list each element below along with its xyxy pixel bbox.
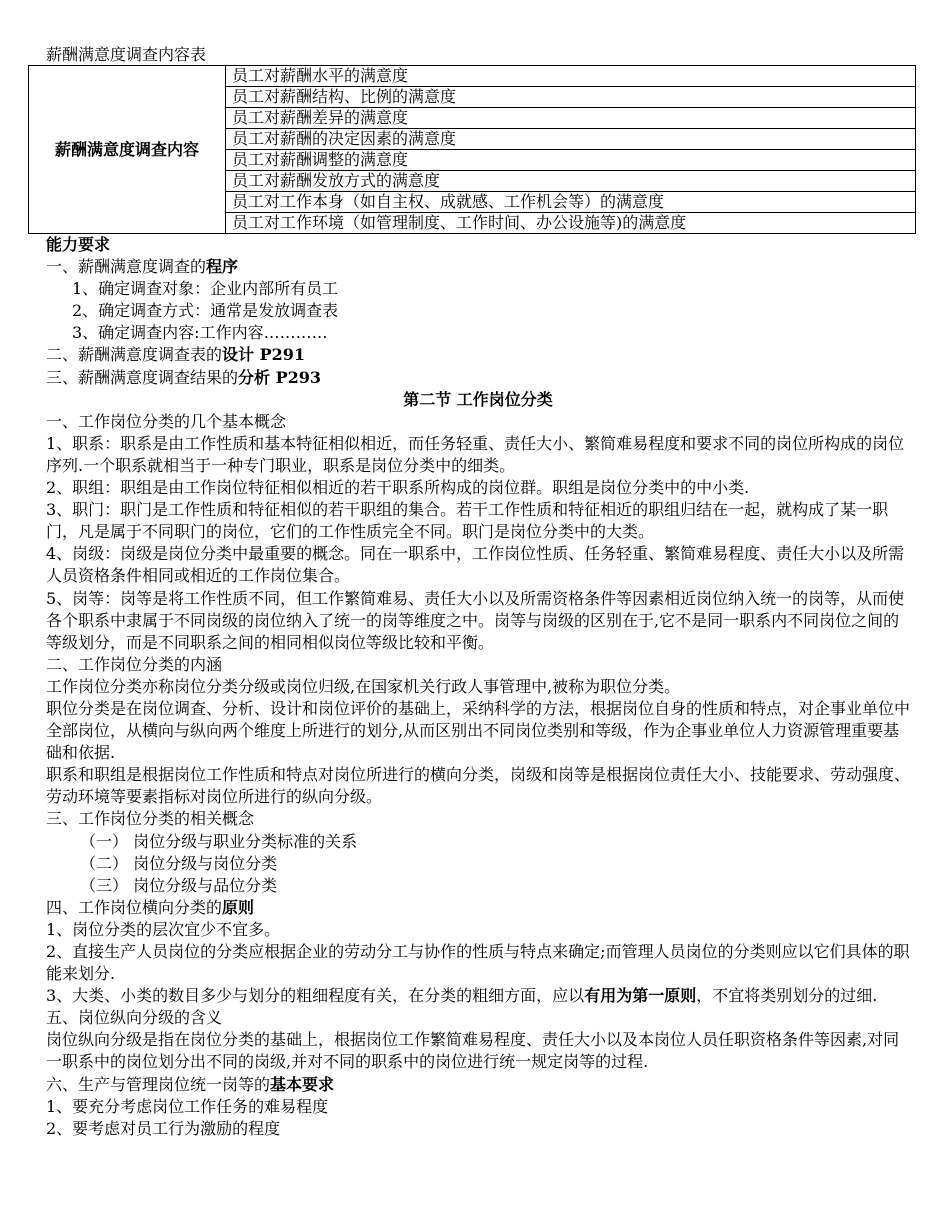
paragraph: 1、岗位分类的层次宜少不宜多。 xyxy=(46,919,281,939)
paragraph-heading: 三、工作岗位分类的相关概念 xyxy=(46,809,255,829)
heading-bold: 原则 xyxy=(222,897,255,917)
section-heading-analysis xyxy=(46,367,910,389)
paragraph-heading xyxy=(46,1074,910,1096)
paragraph: 岗位纵向分级是指在岗位分类的基础上，根据岗位工作繁简难易程度、责任大小以及本岗位人员任职资格条件等因素,对同一职系中的岗位划分出不同的岗级,并对不同的职系中的岗位进行统一规定岗等的过程. xyxy=(46,1030,900,1072)
heading-text: 二、薪酬满意度调查表的 xyxy=(46,345,223,365)
list-item: 3、确定调查内容:工作内容………… xyxy=(72,323,328,343)
heading-text: 六、生产与管理岗位统一岗等的 xyxy=(46,1074,271,1094)
table-head-cell: 薪酬满意度调查内容 xyxy=(29,66,226,234)
table-cell: 员工对薪酬差异的满意度 xyxy=(226,108,916,129)
list-item: 1、要充分考虑岗位工作任务的难易程度 xyxy=(46,1096,329,1116)
section-title: 第二节 工作岗位分类 xyxy=(403,389,553,409)
table-cell: 员工对薪酬的决定因素的满意度 xyxy=(226,129,916,150)
paragraph: 职位分类是在岗位调查、分析、设计和岗位评价的基础上，采纳科学的方法，根据岗位自身的性质和特点，对企事业单位中全部岗位，从横向与纵向两个维度上所进行的划分,从而区别出不同岗位类别和等级，作为企事业单位人力资源管理重要基础和依据. xyxy=(46,698,911,763)
heading-text: 四、工作岗位横向分类的 xyxy=(46,897,223,917)
paragraph-heading: 一、工作岗位分类的几个基本概念 xyxy=(46,411,287,431)
heading-bold: 设计 P291 xyxy=(222,345,306,365)
paragraph-text: 3、大类、小类的数目多少与划分的粗细程度有关，在分类的粗细方面，应以 xyxy=(46,986,585,1006)
table-cell: 员工对薪酬水平的满意度 xyxy=(226,66,916,87)
heading-bold: 分析 P293 xyxy=(238,367,322,387)
heading-bold: 程序 xyxy=(206,257,239,277)
heading-text: 三、薪酬满意度调查结果的 xyxy=(46,367,239,387)
paragraph: 2、职组：职组是由工作岗位特征相似相近的若干职系所构成的岗位群。职组是岗位分类中的中小类. xyxy=(46,478,750,498)
paragraph: 2、直接生产人员岗位的分类应根据企业的劳动分工与协作的性质与特点来确定;而管理人员岗位的分类则应以它们具体的职能来划分. xyxy=(46,942,910,984)
list-item: 2、要考虑对员工行为激励的程度 xyxy=(46,1118,281,1138)
survey-content-table xyxy=(28,65,916,234)
paragraph-heading: 五、岗位纵向分级的含义 xyxy=(46,1008,223,1028)
table-cell: 员工对工作本身（如自主权、成就感、工作机会等）的满意度 xyxy=(226,192,916,213)
table-cell: 员工对工作环境（如管理制度、工作时间、办公设施等)的满意度 xyxy=(226,213,916,234)
paragraph: 5、岗等：岗等是将工作性质不同，但工作繁简难易、责任大小以及所需资格条件等因素相近岗位纳入统一的岗等，从而使各个职系中隶属于不同岗级的岗位纳入了统一的岗等维度之中。岗等与岗级的区别在于,它不是同一职系内不同岗位之间的等级划分，而是不同职系之间的相同相似岗位等级比较和平衡。 xyxy=(46,588,905,652)
paragraph-heading: 二、工作岗位分类的内涵 xyxy=(46,654,223,674)
list-item: （二） 岗位分级与岗位分类 xyxy=(80,853,278,873)
table-cell: 员工对薪酬结构、比例的满意度 xyxy=(226,87,916,108)
paragraph: 职系和职组是根据岗位工作性质和特点对岗位所进行的横向分类，岗级和岗等是根据岗位责任大小、技能要求、劳动强度、劳动环境等要素指标对岗位所进行的纵向分级。 xyxy=(46,765,911,807)
section-heading-procedure xyxy=(46,256,910,278)
list-item: （三） 岗位分级与品位分类 xyxy=(80,875,278,895)
paragraph-text: ，不宜将类别划分的过细. xyxy=(696,986,878,1006)
paragraph: 1、职系：职系是由工作性质和基本特征相似相近，而任务轻重、责任大小、繁简难易程度和要求不同的岗位所构成的岗位序列.一个职系就相当于一种专门职业，职系是岗位分类中的细类。 xyxy=(46,433,905,475)
table-cell: 员工对薪酬发放方式的满意度 xyxy=(226,171,916,192)
heading-text: 一、薪酬满意度调查的 xyxy=(46,257,207,277)
paragraph-heading xyxy=(46,897,910,919)
table-caption: 薪酬满意度调查内容表 xyxy=(46,45,207,64)
list-item: 2、确定调查方式：通常是发放调查表 xyxy=(72,301,339,321)
emphasis-text: 有用为第一原则 xyxy=(584,986,697,1006)
paragraph: 4、岗级：岗级是岗位分类中最重要的概念。同在一职系中，工作岗位性质、任务轻重、繁简难易程度、责任大小以及所需人员资格条件相同或相近的工作岗位集合。 xyxy=(46,544,905,586)
list-item: （一） 岗位分级与职业分类标准的关系 xyxy=(80,831,358,851)
list-item: 1、确定调查对象：企业内部所有员工 xyxy=(72,279,339,299)
heading-bold: 基本要求 xyxy=(270,1074,335,1094)
paragraph xyxy=(46,985,910,1007)
section-heading-design xyxy=(46,344,910,366)
paragraph: 3、职门：职门是工作性质和特征相似的若干职组的集合。若干工作性质和特征相近的职组归结在一起，就构成了某一职门，凡是属于不同职门的岗位，它们的工作性质完全不同。职门是岗位分类中的大类。 xyxy=(46,500,889,542)
ability-heading: 能力要求 xyxy=(46,235,111,254)
table-row xyxy=(29,66,916,87)
paragraph: 工作岗位分类亦称岗位分类分级或岗位归级,在国家机关行政人事管理中,被称为职位分类。 xyxy=(46,676,681,696)
table-cell: 员工对薪酬调整的满意度 xyxy=(226,150,916,171)
